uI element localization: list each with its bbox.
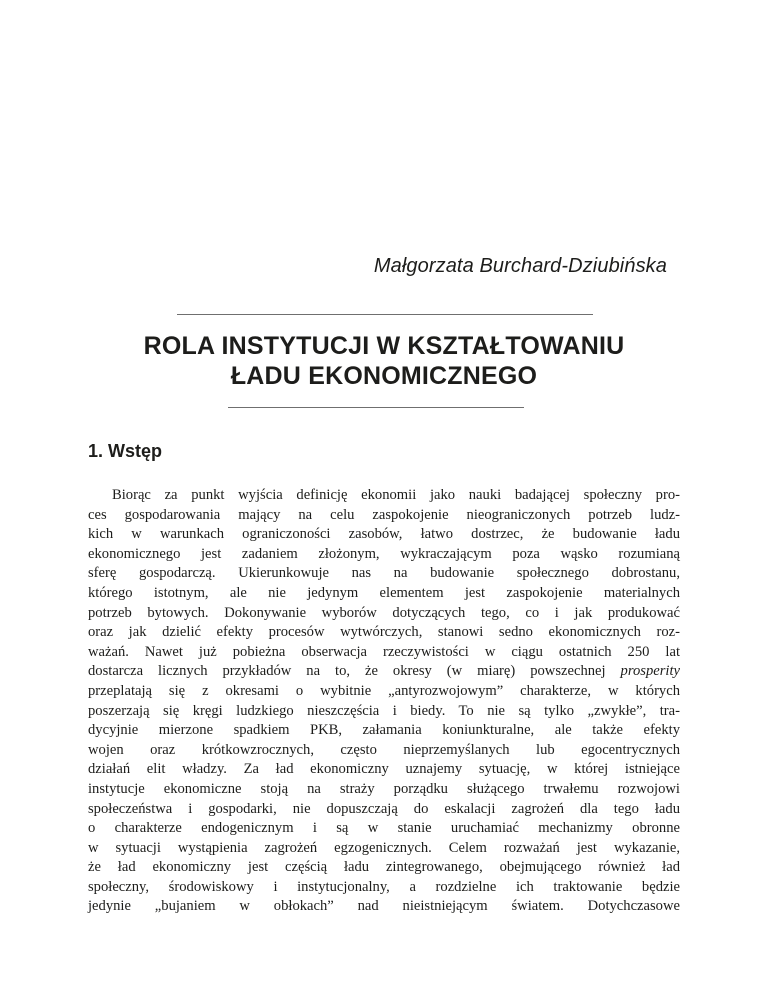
body-line: Biorąc za punkt wyjścia definicję ekonomii jako nauki badającej społeczny pro- — [112, 487, 680, 503]
title-top-rule — [177, 314, 593, 315]
body-line: oraz jak dzielić efekty procesów wytwórczych, stanowi sedno ekonomicznych roz- — [88, 624, 680, 641]
body-line: ekonomicznego jest zadaniem złożonym, wykraczającym poza wąsko rozumianą — [88, 545, 680, 562]
section-heading: 1. Wstęp — [88, 441, 163, 461]
title-line-1: ROLA INSTYTUCJI W KSZTAŁTOWANIU — [143, 332, 625, 360]
body-line: jedynie „bujaniem w obłokach” nad nieistniejącym światem. Dotychczasowe — [88, 898, 680, 915]
article-title — [0, 331, 768, 391]
body-line: dycyjnie mierzone spadkiem PKB, załamania koniunkturalne, ale także efekty — [88, 722, 680, 739]
body-line: społeczeństwa i gospodarki, nie dopuszczają do eskalacji zagrożeń dla tego ładu — [88, 800, 680, 817]
body-line: potrzeb bytowych. Dokonywanie wyborów dotyczących tego, co i jak produkować — [88, 604, 680, 621]
body-line: działań elit władzy. Za ład ekonomiczny uznajemy sytuację, w której istniejące — [88, 761, 680, 778]
body-line: którego istotnym, ale nie jedynym elementem jest zaspokojenie materialnych — [88, 584, 680, 601]
body-line: w sytuacji wystąpienia zagrożeń egzogenicznych. Celem rozważań jest wykazanie, — [88, 839, 680, 856]
body-line-text: dostarcza licznych przykładów na to, że okresy (w miarę) powszechnej — [88, 663, 606, 680]
body-line: instytucje ekonomiczne stoją na straży porządku służącego trwałemu rozwojowi — [88, 780, 680, 797]
body-line: że ład ekonomiczny jest częścią ładu zintegrowanego, obejmującego również ład — [88, 859, 680, 876]
body-line: ces gospodarowania mający na celu zaspokojenie nieograniczonych potrzeb ludz- — [88, 506, 680, 523]
italic-term: prosperity — [620, 663, 680, 680]
body-line: kich w warunkach ograniczoności zasobów, łatwo dostrzec, że budowanie ładu — [88, 526, 680, 543]
body-line: przeplatają się z okresami o wybitnie „antyrozwojowym” charakterze, w których — [88, 682, 680, 699]
body-line-with-italic — [88, 662, 680, 682]
title-line-2: ŁADU EKONOMICZNEGO — [230, 362, 538, 390]
body-line: o charakterze endogenicznym i są w stanie uruchamiać mechanizmy obronne — [88, 820, 680, 837]
author-name: Małgorzata Burchard-Dziubińska — [373, 255, 667, 277]
body-line: wojen oraz krótkowzrocznych, często nieprzemyślanych lub egocentrycznych — [88, 741, 680, 758]
body-line: ważań. Nawet już pobieżna obserwacja rzeczywistości w ciągu ostatnich 250 lat — [88, 643, 680, 660]
title-bottom-rule — [228, 407, 524, 408]
body-line: poszerzają się kręgi ludzkiego nieszczęścia i biedy. To nie są tylko „zwykłe”, tra- — [88, 702, 680, 719]
body-paragraph — [88, 486, 680, 917]
body-line: społeczny, środowiskowy i instytucjonalny, a rozdzielne ich traktowanie będzie — [88, 878, 680, 895]
body-line: sferę gospodarczą. Ukierunkowuje nas na budowanie społecznego dobrostanu, — [88, 565, 680, 582]
